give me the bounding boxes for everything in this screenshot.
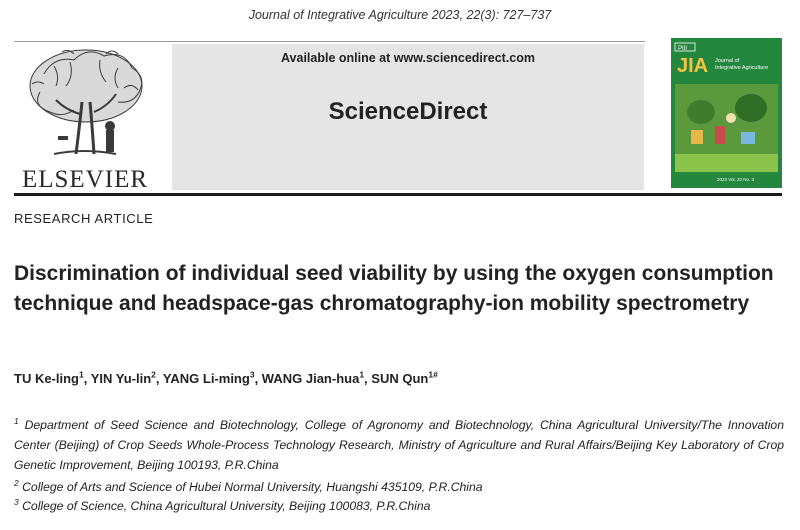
affiliation-number: 3 [14,496,19,507]
journal-citation: Journal of Integrative Agriculture 2023, 22(3): 727–737 [248,8,552,22]
journal-cover [671,38,782,188]
author-name: TU Ke-ling [14,371,79,386]
journal-cover-art [671,38,782,188]
author-affil-sup: 3 [249,369,255,380]
author-name: WANG Jian-hua [261,371,360,386]
affiliation-text: College of Arts and Science of Hubei Normal University, Huangshi 435109, P.R.China [22,480,483,494]
cover-issue: 2023 Vol. 22 No. 3 [717,177,755,182]
author-name: YANG Li-ming [162,371,250,386]
sciencedirect-brand: ScienceDirect [328,98,488,125]
cover-logo: JIA [677,55,709,77]
affiliation-text: College of Science, China Agricultural University, Beijing 100083, P.R.China [22,499,431,513]
affiliation-1 [14,415,784,475]
author-name: YIN Yu-lin [90,371,152,386]
article-type: RESEARCH ARTICLE [14,211,154,226]
publisher-mark: PIII [678,46,688,52]
article-title: Discrimination of individual seed viability by using the oxygen consumption technique and headspace-gas chromatography-ion mobility spectrometry [14,262,774,315]
elsevier-wordmark: ELSEVIER [21,166,149,193]
author-affil-sup: 1# [428,369,438,380]
author-affil-sup: 2 [151,369,156,380]
affiliation-2 [14,477,784,497]
author-list: TU Ke-ling$^1$, YIN Yu-lin$^2$, YANG Li-ming$^3$, WANG Jian-hua$^1$, SUN Qun$^{1\#}$ [14,369,438,386]
affiliation-number: 1 [14,415,19,426]
author-name: SUN Qun [371,371,429,386]
author-affil-sup: 1 [79,369,84,380]
affiliation-number: 2 [14,477,19,488]
available-online-text: Available online at www.sciencedirect.com [280,51,536,65]
header-rule [14,41,645,42]
cover-journal-name-2: Integrative Agriculture [715,65,769,71]
elsevier-tree-icon [14,44,156,166]
cover-journal-name-1: Journal of [715,58,740,64]
header-divider [14,193,782,196]
affiliation-text: Department of Seed Science and Biotechnology, College of Agronomy and Biotechnology, China Agricultural University/The Innovation Center (Beijing) of Crop Seeds Whole-Process Technology Research, Ministry of Agriculture and Rural Affairs/Beijing Key Laboratory of Crop Genetic Improvement, Beijing 100193, P.R.China [14,418,784,472]
author-affil-sup: 1 [359,369,365,380]
affiliation-3 [14,496,784,516]
